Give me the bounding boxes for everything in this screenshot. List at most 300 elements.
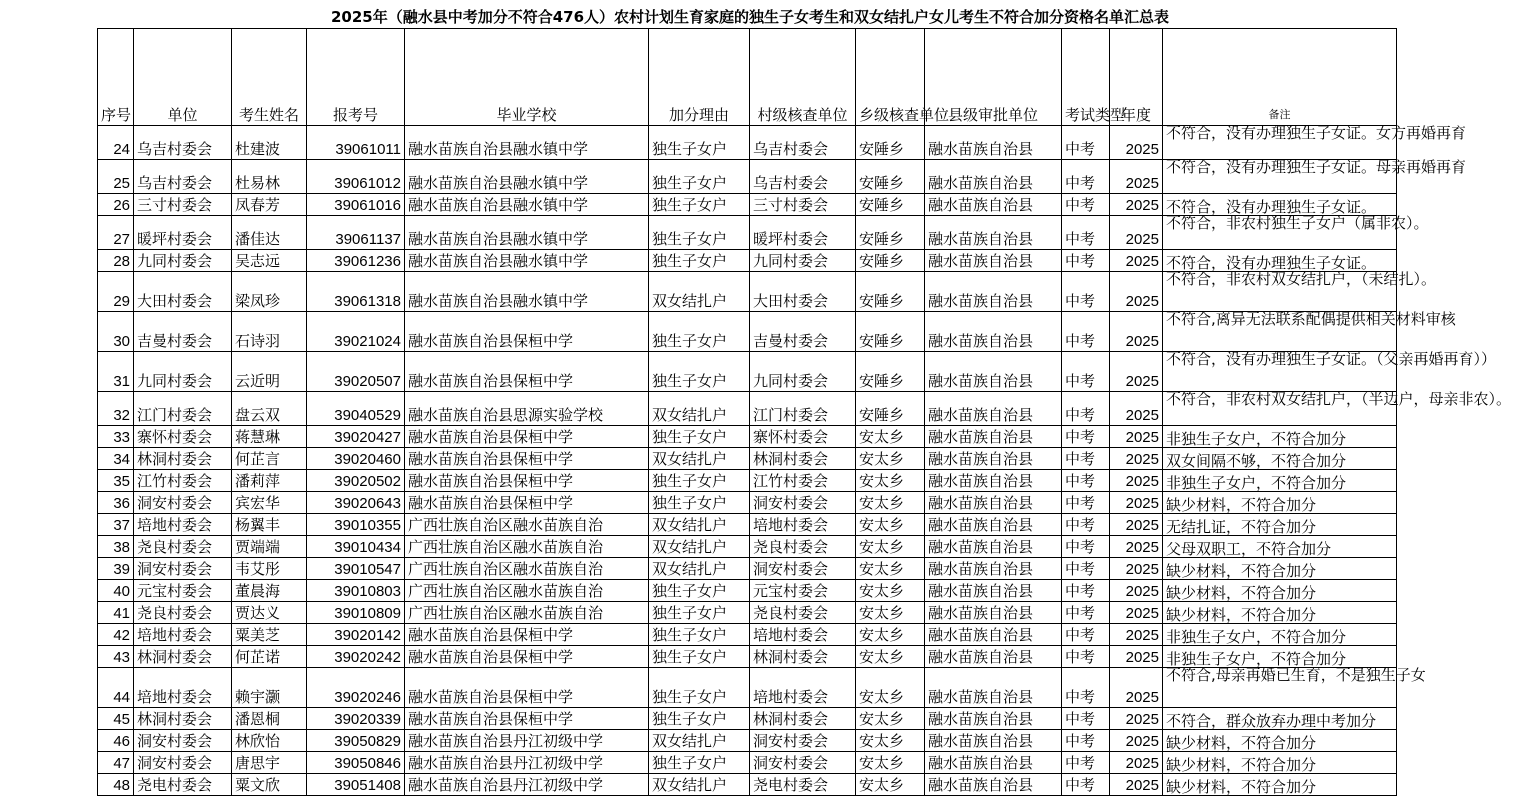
cell-reason: 双女结扎户 <box>649 730 750 752</box>
cell-village: 九同村委会 <box>750 352 856 392</box>
cell-reason: 双女结扎户 <box>649 514 750 536</box>
cell-reason: 独生子女户 <box>649 580 750 602</box>
cell-school: 融水苗族自治县保桓中学 <box>405 708 649 730</box>
cell-exam-no: 39051408 <box>307 774 405 796</box>
cell-year: 2025 <box>1110 392 1163 426</box>
cell-town: 安陲乡 <box>856 352 925 392</box>
cell-village: 九同村委会 <box>750 250 856 272</box>
cell-school: 融水苗族自治县融水镇中学 <box>405 216 649 250</box>
cell-exam-no: 39010803 <box>307 580 405 602</box>
cell-exam-type: 中考 <box>1062 730 1110 752</box>
cell-reason: 双女结扎户 <box>649 558 750 580</box>
table-row <box>98 752 1397 774</box>
cell-note: 非独生子女户，不符合加分 <box>1163 646 1397 668</box>
cell-note: 缺少材料，不符合加分 <box>1163 492 1397 514</box>
cell-town: 安陲乡 <box>856 250 925 272</box>
cell-town: 安陲乡 <box>856 216 925 250</box>
cell-seq: 47 <box>98 752 134 774</box>
cell-village: 寨怀村委会 <box>750 426 856 448</box>
cell-exam-no: 39061236 <box>307 250 405 272</box>
cell-seq: 29 <box>98 272 134 312</box>
cell-unit: 江竹村委会 <box>134 470 232 492</box>
cell-school: 融水苗族自治县保桓中学 <box>405 492 649 514</box>
table-row <box>98 160 1397 194</box>
cell-name: 何芷言 <box>232 448 307 470</box>
cell-seq: 40 <box>98 580 134 602</box>
header-exam-type: 考试类型 <box>1062 29 1110 126</box>
cell-unit: 尧良村委会 <box>134 536 232 558</box>
header-name: 考生姓名 <box>232 29 307 126</box>
cell-exam-no: 39020460 <box>307 448 405 470</box>
cell-year: 2025 <box>1110 352 1163 392</box>
cell-exam-type: 中考 <box>1062 492 1110 514</box>
cell-village: 吉曼村委会 <box>750 312 856 352</box>
cell-county: 融水苗族自治县 <box>925 216 1062 250</box>
cell-county: 融水苗族自治县 <box>925 392 1062 426</box>
cell-year: 2025 <box>1110 126 1163 160</box>
cell-village: 洞安村委会 <box>750 558 856 580</box>
cell-county: 融水苗族自治县 <box>925 558 1062 580</box>
cell-note: 不符合，没有办理独生子女证。 <box>1163 250 1397 272</box>
cell-name: 贾达义 <box>232 602 307 624</box>
header-school: 毕业学校 <box>405 29 649 126</box>
table-row <box>98 580 1397 602</box>
cell-county: 融水苗族自治县 <box>925 426 1062 448</box>
cell-exam-type: 中考 <box>1062 602 1110 624</box>
table-row <box>98 426 1397 448</box>
cell-county: 融水苗族自治县 <box>925 752 1062 774</box>
cell-seq: 30 <box>98 312 134 352</box>
cell-village: 尧良村委会 <box>750 536 856 558</box>
header-seq: 序号 <box>98 29 134 126</box>
cell-note: 无结扎证，不符合加分 <box>1163 514 1397 536</box>
cell-reason: 双女结扎户 <box>649 272 750 312</box>
cell-school: 融水苗族自治县保桓中学 <box>405 646 649 668</box>
cell-exam-no: 39020142 <box>307 624 405 646</box>
cell-exam-no: 39061318 <box>307 272 405 312</box>
cell-village: 培地村委会 <box>750 624 856 646</box>
cell-exam-no: 39050846 <box>307 752 405 774</box>
cell-reason: 独生子女户 <box>649 426 750 448</box>
cell-year: 2025 <box>1110 194 1163 216</box>
cell-town: 安陲乡 <box>856 160 925 194</box>
cell-county: 融水苗族自治县 <box>925 730 1062 752</box>
cell-year: 2025 <box>1110 250 1163 272</box>
header-reason: 加分理由 <box>649 29 750 126</box>
cell-name: 粟文欣 <box>232 774 307 796</box>
cell-village: 江竹村委会 <box>750 470 856 492</box>
cell-county: 融水苗族自治县 <box>925 668 1062 708</box>
cell-town: 安陲乡 <box>856 312 925 352</box>
cell-year: 2025 <box>1110 272 1163 312</box>
cell-town: 安太乡 <box>856 708 925 730</box>
cell-reason: 独生子女户 <box>649 250 750 272</box>
cell-town: 安陲乡 <box>856 392 925 426</box>
cell-note: 缺少材料，不符合加分 <box>1163 752 1397 774</box>
cell-note: 缺少材料，不符合加分 <box>1163 774 1397 796</box>
cell-seq: 44 <box>98 668 134 708</box>
cell-county: 融水苗族自治县 <box>925 160 1062 194</box>
cell-name: 粟美芝 <box>232 624 307 646</box>
cell-county: 融水苗族自治县 <box>925 708 1062 730</box>
cell-name: 何芷诺 <box>232 646 307 668</box>
cell-year: 2025 <box>1110 774 1163 796</box>
cell-unit: 寨怀村委会 <box>134 426 232 448</box>
cell-year: 2025 <box>1110 624 1163 646</box>
cell-town: 安太乡 <box>856 646 925 668</box>
cell-town: 安太乡 <box>856 470 925 492</box>
cell-name: 韦艾彤 <box>232 558 307 580</box>
cell-school: 融水苗族自治县保桓中学 <box>405 312 649 352</box>
header-village-check: 村级核查单位 <box>750 29 856 126</box>
table-row <box>98 492 1397 514</box>
cell-unit: 三寸村委会 <box>134 194 232 216</box>
cell-unit: 培地村委会 <box>134 624 232 646</box>
cell-year: 2025 <box>1110 646 1163 668</box>
cell-exam-no: 39020427 <box>307 426 405 448</box>
cell-exam-type: 中考 <box>1062 536 1110 558</box>
cell-unit: 尧电村委会 <box>134 774 232 796</box>
cell-year: 2025 <box>1110 730 1163 752</box>
cell-village: 林洞村委会 <box>750 646 856 668</box>
table-row <box>98 312 1397 352</box>
cell-name: 贾端端 <box>232 536 307 558</box>
cell-exam-type: 中考 <box>1062 646 1110 668</box>
cell-village: 大田村委会 <box>750 272 856 312</box>
cell-school: 广西壮族自治区融水苗族自治 <box>405 558 649 580</box>
cell-school: 广西壮族自治区融水苗族自治 <box>405 602 649 624</box>
cell-exam-type: 中考 <box>1062 272 1110 312</box>
cell-exam-type: 中考 <box>1062 160 1110 194</box>
cell-exam-no: 39061016 <box>307 194 405 216</box>
cell-county: 融水苗族自治县 <box>925 492 1062 514</box>
cell-town: 安太乡 <box>856 774 925 796</box>
cell-seq: 35 <box>98 470 134 492</box>
cell-village: 三寸村委会 <box>750 194 856 216</box>
table-row <box>98 558 1397 580</box>
cell-note: 不符合，没有办理独生子女证。 <box>1163 194 1397 216</box>
cell-note: 缺少材料，不符合加分 <box>1163 558 1397 580</box>
cell-year: 2025 <box>1110 708 1163 730</box>
cell-note: 不符合,离异无法联系配偶提供相关材料审核 <box>1163 312 1397 352</box>
cell-note: 父母双职工，不符合加分 <box>1163 536 1397 558</box>
cell-exam-no: 39010547 <box>307 558 405 580</box>
cell-county: 融水苗族自治县 <box>925 352 1062 392</box>
cell-exam-type: 中考 <box>1062 312 1110 352</box>
cell-seq: 42 <box>98 624 134 646</box>
header-unit: 单位 <box>134 29 232 126</box>
cell-name: 凤春芳 <box>232 194 307 216</box>
cell-reason: 独生子女户 <box>649 352 750 392</box>
cell-county: 融水苗族自治县 <box>925 774 1062 796</box>
cell-exam-no: 39050829 <box>307 730 405 752</box>
cell-note: 不符合，非农村双女结扎户，（未结扎）。 <box>1163 272 1397 312</box>
cell-exam-no: 39021024 <box>307 312 405 352</box>
cell-reason: 独生子女户 <box>649 470 750 492</box>
cell-seq: 31 <box>98 352 134 392</box>
cell-school: 融水苗族自治县丹江初级中学 <box>405 730 649 752</box>
cell-school: 融水苗族自治县保桓中学 <box>405 470 649 492</box>
cell-town: 安太乡 <box>856 536 925 558</box>
cell-seq: 33 <box>98 426 134 448</box>
cell-seq: 38 <box>98 536 134 558</box>
cell-unit: 元宝村委会 <box>134 580 232 602</box>
table-row <box>98 774 1397 796</box>
cell-reason: 独生子女户 <box>649 492 750 514</box>
cell-year: 2025 <box>1110 668 1163 708</box>
cell-exam-type: 中考 <box>1062 250 1110 272</box>
cell-unit: 洞安村委会 <box>134 752 232 774</box>
cell-county: 融水苗族自治县 <box>925 126 1062 160</box>
cell-seq: 28 <box>98 250 134 272</box>
header-year: 年度 <box>1110 29 1163 126</box>
cell-school: 融水苗族自治县丹江初级中学 <box>405 752 649 774</box>
cell-seq: 37 <box>98 514 134 536</box>
cell-year: 2025 <box>1110 312 1163 352</box>
cell-school: 融水苗族自治县思源实验学校 <box>405 392 649 426</box>
cell-village: 洞安村委会 <box>750 752 856 774</box>
cell-exam-no: 39061137 <box>307 216 405 250</box>
table-row <box>98 646 1397 668</box>
cell-exam-no: 39010434 <box>307 536 405 558</box>
cell-year: 2025 <box>1110 536 1163 558</box>
cell-school: 融水苗族自治县保桓中学 <box>405 624 649 646</box>
cell-exam-no: 39020339 <box>307 708 405 730</box>
cell-name: 梁凤珍 <box>232 272 307 312</box>
cell-year: 2025 <box>1110 160 1163 194</box>
cell-reason: 独生子女户 <box>649 126 750 160</box>
cell-exam-type: 中考 <box>1062 580 1110 602</box>
cell-school: 广西壮族自治区融水苗族自治 <box>405 580 649 602</box>
cell-county: 融水苗族自治县 <box>925 646 1062 668</box>
cell-reason: 独生子女户 <box>649 624 750 646</box>
cell-unit: 吉曼村委会 <box>134 312 232 352</box>
cell-name: 盘云双 <box>232 392 307 426</box>
cell-exam-type: 中考 <box>1062 752 1110 774</box>
cell-name: 杜易林 <box>232 160 307 194</box>
cell-exam-no: 39040529 <box>307 392 405 426</box>
cell-unit: 九同村委会 <box>134 250 232 272</box>
cell-town: 安太乡 <box>856 668 925 708</box>
cell-village: 尧电村委会 <box>750 774 856 796</box>
cell-school: 融水苗族自治县融水镇中学 <box>405 126 649 160</box>
cell-unit: 培地村委会 <box>134 514 232 536</box>
cell-unit: 洞安村委会 <box>134 492 232 514</box>
table-row <box>98 536 1397 558</box>
cell-school: 融水苗族自治县融水镇中学 <box>405 194 649 216</box>
cell-school: 融水苗族自治县保桓中学 <box>405 668 649 708</box>
cell-exam-type: 中考 <box>1062 708 1110 730</box>
cell-town: 安太乡 <box>856 730 925 752</box>
header-town-check: 乡级核查单位 <box>856 29 925 126</box>
cell-reason: 双女结扎户 <box>649 448 750 470</box>
cell-county: 融水苗族自治县 <box>925 536 1062 558</box>
cell-school: 融水苗族自治县丹江初级中学 <box>405 774 649 796</box>
cell-school: 广西壮族自治区融水苗族自治 <box>405 536 649 558</box>
cell-exam-type: 中考 <box>1062 558 1110 580</box>
cell-name: 杨翼丰 <box>232 514 307 536</box>
cell-unit: 林洞村委会 <box>134 646 232 668</box>
cell-unit: 洞安村委会 <box>134 558 232 580</box>
cell-school: 广西壮族自治区融水苗族自治 <box>405 514 649 536</box>
cell-village: 林洞村委会 <box>750 708 856 730</box>
cell-town: 安太乡 <box>856 752 925 774</box>
table-row <box>98 730 1397 752</box>
cell-unit: 江门村委会 <box>134 392 232 426</box>
cell-name: 唐思宇 <box>232 752 307 774</box>
cell-name: 潘恩桐 <box>232 708 307 730</box>
cell-unit: 林洞村委会 <box>134 448 232 470</box>
cell-school: 融水苗族自治县融水镇中学 <box>405 250 649 272</box>
cell-reason: 独生子女户 <box>649 602 750 624</box>
header-exam-no: 报考号 <box>307 29 405 126</box>
cell-note: 不符合，没有办理独生子女证。女方再婚再育 <box>1163 126 1397 160</box>
cell-town: 安太乡 <box>856 624 925 646</box>
cell-exam-no: 39020246 <box>307 668 405 708</box>
cell-village: 林洞村委会 <box>750 448 856 470</box>
cell-exam-type: 中考 <box>1062 448 1110 470</box>
cell-exam-type: 中考 <box>1062 426 1110 448</box>
cell-year: 2025 <box>1110 602 1163 624</box>
cell-village: 洞安村委会 <box>750 730 856 752</box>
cell-name: 蒋慧琳 <box>232 426 307 448</box>
cell-seq: 46 <box>98 730 134 752</box>
cell-reason: 双女结扎户 <box>649 536 750 558</box>
table-row <box>98 126 1397 160</box>
cell-name: 石诗羽 <box>232 312 307 352</box>
cell-year: 2025 <box>1110 514 1163 536</box>
cell-name: 宾宏华 <box>232 492 307 514</box>
cell-exam-no: 39020507 <box>307 352 405 392</box>
table-row <box>98 352 1397 392</box>
cell-note: 不符合，没有办理独生子女证。（父亲再婚再育）） <box>1163 352 1397 392</box>
cell-county: 融水苗族自治县 <box>925 250 1062 272</box>
cell-reason: 独生子女户 <box>649 668 750 708</box>
cell-exam-type: 中考 <box>1062 668 1110 708</box>
cell-county: 融水苗族自治县 <box>925 194 1062 216</box>
cell-exam-no: 39020502 <box>307 470 405 492</box>
cell-exam-no: 39010355 <box>307 514 405 536</box>
cell-seq: 45 <box>98 708 134 730</box>
cell-unit: 林洞村委会 <box>134 708 232 730</box>
cell-name: 林欣怡 <box>232 730 307 752</box>
document-title: 2025年（融水县中考加分不符合476人）农村计划生育家庭的独生子女考生和双女结扎户女儿考生不符合加分资格名单汇总表 <box>330 8 1170 26</box>
cell-unit: 暖坪村委会 <box>134 216 232 250</box>
cell-exam-no: 39020643 <box>307 492 405 514</box>
cell-town: 安陲乡 <box>856 194 925 216</box>
cell-town: 安太乡 <box>856 602 925 624</box>
table-row <box>98 470 1397 492</box>
cell-exam-type: 中考 <box>1062 392 1110 426</box>
cell-seq: 32 <box>98 392 134 426</box>
cell-name: 潘莉萍 <box>232 470 307 492</box>
cell-name: 杜建波 <box>232 126 307 160</box>
cell-town: 安太乡 <box>856 514 925 536</box>
cell-seq: 27 <box>98 216 134 250</box>
cell-exam-type: 中考 <box>1062 194 1110 216</box>
cell-village: 乌吉村委会 <box>750 126 856 160</box>
cell-exam-type: 中考 <box>1062 216 1110 250</box>
cell-year: 2025 <box>1110 558 1163 580</box>
cell-name: 云近明 <box>232 352 307 392</box>
cell-year: 2025 <box>1110 752 1163 774</box>
cell-year: 2025 <box>1110 448 1163 470</box>
cell-school: 融水苗族自治县融水镇中学 <box>405 272 649 312</box>
table-row <box>98 250 1397 272</box>
cell-note: 不符合，非农村独生子女户（属非农）。 <box>1163 216 1397 250</box>
cell-year: 2025 <box>1110 426 1163 448</box>
cell-reason: 独生子女户 <box>649 160 750 194</box>
cell-note: 不符合，没有办理独生子女证。母亲再婚再育 <box>1163 160 1397 194</box>
cell-name: 潘佳达 <box>232 216 307 250</box>
cell-seq: 48 <box>98 774 134 796</box>
header-note: 备注 <box>1163 29 1397 126</box>
cell-seq: 26 <box>98 194 134 216</box>
disqualification-table <box>97 28 1512 796</box>
cell-seq: 34 <box>98 448 134 470</box>
cell-exam-no: 39061012 <box>307 160 405 194</box>
cell-reason: 双女结扎户 <box>649 774 750 796</box>
cell-county: 融水苗族自治县 <box>925 272 1062 312</box>
cell-unit: 培地村委会 <box>134 668 232 708</box>
cell-note: 不符合，非农村双女结扎户，（半边户，母亲非农）。 <box>1163 392 1397 426</box>
cell-county: 融水苗族自治县 <box>925 580 1062 602</box>
cell-village: 乌吉村委会 <box>750 160 856 194</box>
cell-exam-type: 中考 <box>1062 774 1110 796</box>
cell-name: 吴志远 <box>232 250 307 272</box>
cell-seq: 24 <box>98 126 134 160</box>
table-row <box>98 448 1397 470</box>
cell-village: 培地村委会 <box>750 668 856 708</box>
cell-note: 双女间隔不够，不符合加分 <box>1163 448 1397 470</box>
cell-county: 融水苗族自治县 <box>925 312 1062 352</box>
cell-reason: 双女结扎户 <box>649 392 750 426</box>
cell-reason: 独生子女户 <box>649 646 750 668</box>
cell-year: 2025 <box>1110 216 1163 250</box>
cell-year: 2025 <box>1110 492 1163 514</box>
table-row <box>98 624 1397 646</box>
cell-school: 融水苗族自治县保桓中学 <box>405 426 649 448</box>
cell-exam-no: 39061011 <box>307 126 405 160</box>
cell-unit: 尧良村委会 <box>134 602 232 624</box>
cell-village: 暖坪村委会 <box>750 216 856 250</box>
table-row <box>98 392 1397 426</box>
cell-exam-no: 39020242 <box>307 646 405 668</box>
cell-county: 融水苗族自治县 <box>925 602 1062 624</box>
cell-seq: 43 <box>98 646 134 668</box>
table-row <box>98 216 1397 250</box>
header-county-approve: 县级审批单位 <box>925 29 1062 126</box>
table-row <box>98 708 1397 730</box>
cell-exam-type: 中考 <box>1062 624 1110 646</box>
table-row <box>98 602 1397 624</box>
cell-town: 安太乡 <box>856 448 925 470</box>
cell-name: 赖宇灏 <box>232 668 307 708</box>
cell-year: 2025 <box>1110 580 1163 602</box>
header-row <box>98 29 1397 126</box>
cell-town: 安太乡 <box>856 580 925 602</box>
cell-unit: 洞安村委会 <box>134 730 232 752</box>
cell-seq: 39 <box>98 558 134 580</box>
table-row <box>98 272 1397 312</box>
cell-county: 融水苗族自治县 <box>925 448 1062 470</box>
cell-seq: 41 <box>98 602 134 624</box>
cell-reason: 独生子女户 <box>649 312 750 352</box>
cell-village: 培地村委会 <box>750 514 856 536</box>
cell-county: 融水苗族自治县 <box>925 470 1062 492</box>
cell-town: 安陲乡 <box>856 126 925 160</box>
cell-village: 元宝村委会 <box>750 580 856 602</box>
